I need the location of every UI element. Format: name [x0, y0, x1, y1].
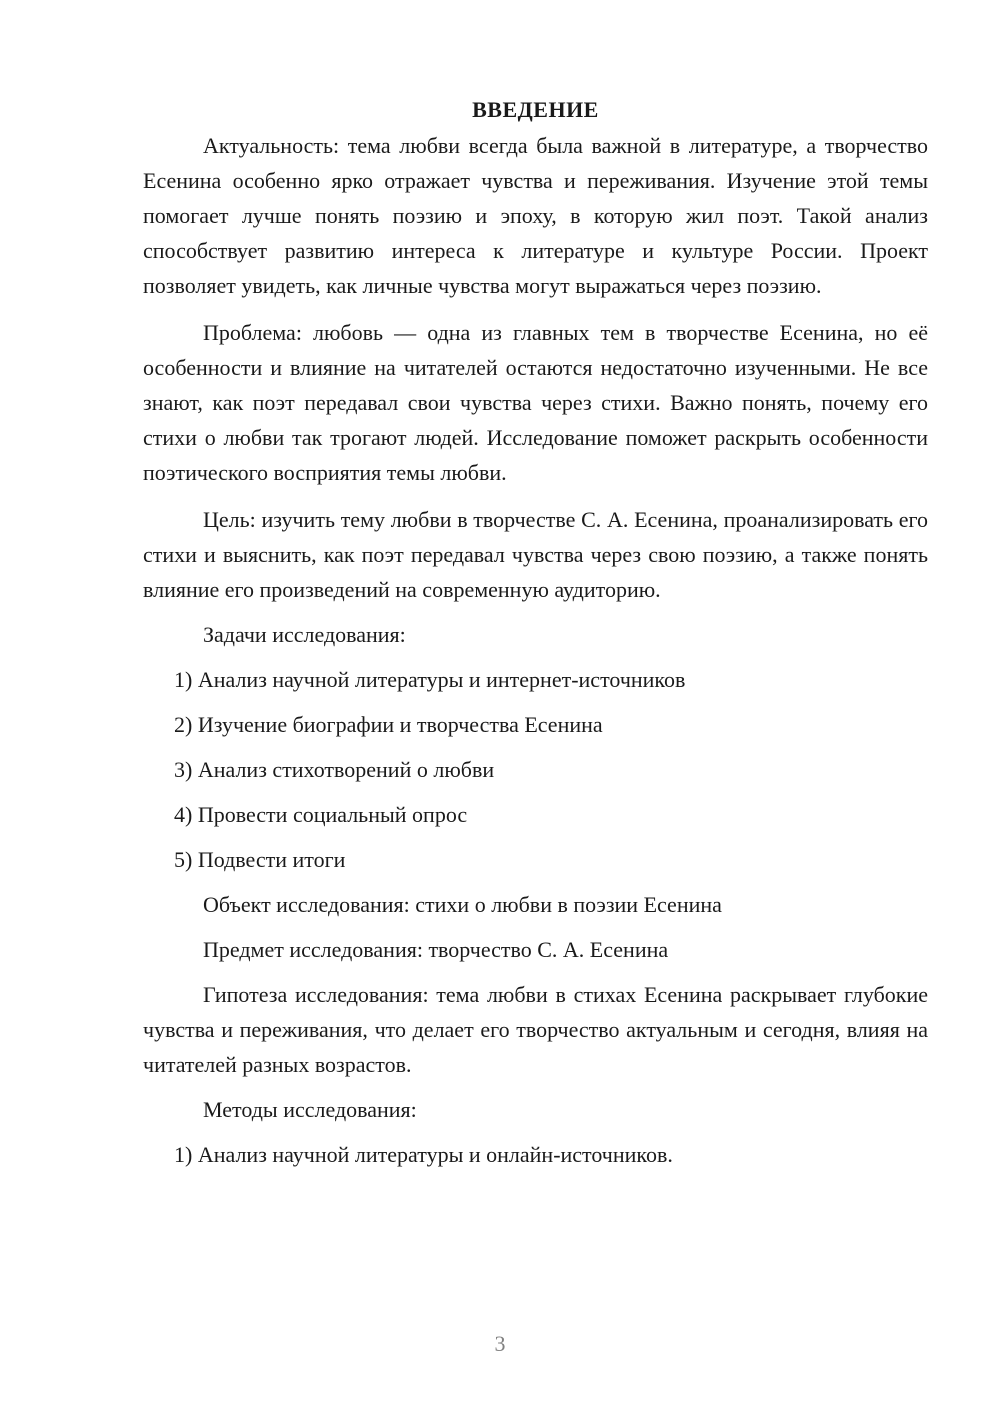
- task-item: 2) Изучение биографии и творчества Есенина: [174, 712, 603, 737]
- methods-title: Методы исследования:: [203, 1097, 417, 1122]
- relevance-paragraph: Актуальность: тема любви всегда была важной в литературе, а творчество Есенина особенно ярко отражает чувства и переживания. Изучение этой темы помогает лучше понять поэзию и эпоху, в которую жил поэт. Такой анализ способствует развитию интереса к литературе и культуре России. Проект позволяет увидеть, как личные чувства могут выражаться через поэзию.: [143, 133, 928, 298]
- task-item: 5) Подвести итоги: [174, 847, 346, 872]
- hypothesis-paragraph: Гипотеза исследования: тема любви в стихах Есенина раскрывает глубокие чувства и переживания, что делает его творчество актуальным и сегодня, влияя на читателей разных возрастов.: [143, 982, 928, 1077]
- research-object: Объект исследования: стихи о любви в поэзии Есенина: [203, 892, 722, 917]
- tasks-title: Задачи исследования:: [203, 622, 406, 647]
- section-heading: ВВЕДЕНИЕ: [472, 97, 599, 122]
- research-subject: Предмет исследования: творчество С. А. Есенина: [203, 937, 669, 962]
- task-item: 4) Провести социальный опрос: [174, 802, 468, 827]
- page-number: 3: [494, 1331, 506, 1356]
- task-item: 1) Анализ научной литературы и интернет-источников: [174, 667, 686, 692]
- goal-paragraph: Цель: изучить тему любви в творчестве С. А. Есенина, проанализировать его стихи и выяснить, как поэт передавал чувства через свою поэзию, а также понять влияние его произведений на современную аудиторию.: [143, 507, 928, 602]
- task-item: 3) Анализ стихотворений о любви: [174, 757, 495, 782]
- problem-paragraph: Проблема: любовь — одна из главных тем в творчестве Есенина, но её особенности и влияние на читателей остаются недостаточно изученными. Не все знают, как поэт передавал свои чувства через стихи. Важно понять, почему его стихи о любви так трогают людей. Исследование поможет раскрыть особенности поэтического восприятия темы любви.: [143, 320, 928, 485]
- page-content: [143, 92, 928, 1172]
- method-item: 1) Анализ научной литературы и онлайн-источников.: [174, 1142, 673, 1167]
